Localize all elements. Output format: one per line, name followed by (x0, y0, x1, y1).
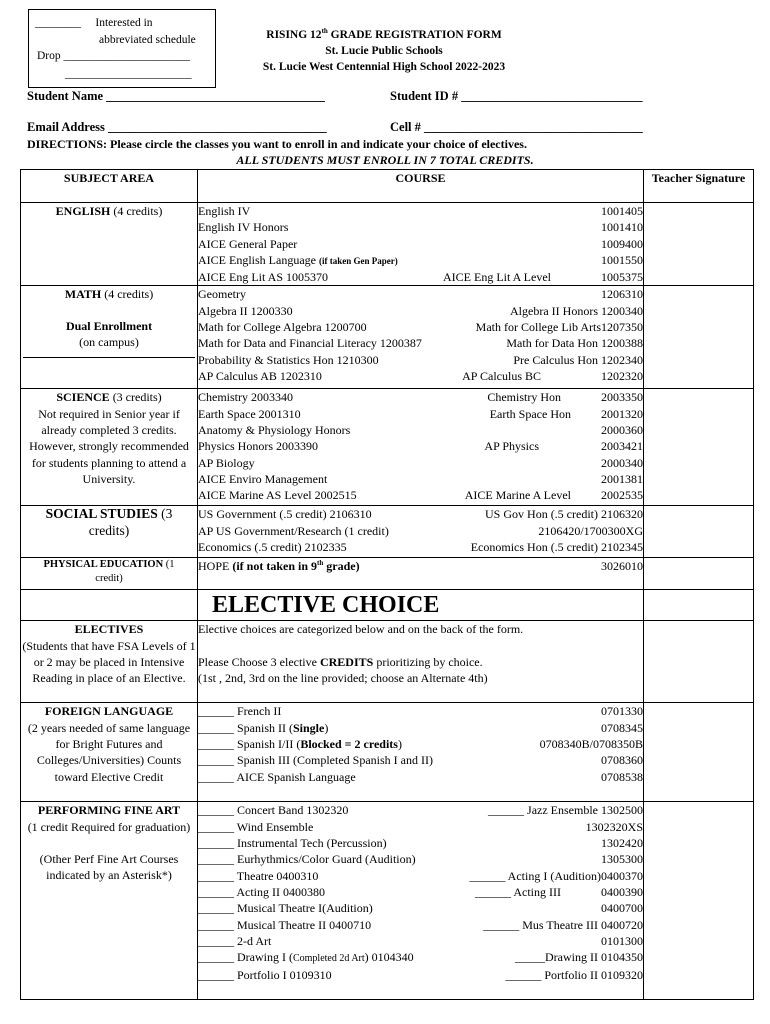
science-courses (198, 389, 644, 506)
fine-art-courses (198, 802, 644, 1000)
course-row[interactable]: ______ Concert Band 1302320 ______ Jazz Ensemble 1302500 (198, 803, 643, 818)
electives-subject: ELECTIVES (Students that have FSA Levels of 1 or 2 may be placed in Intensive Reading in place of an Elective. (21, 621, 198, 703)
math-subject: MATH (4 credits) Dual Enrollment (on campus) (21, 286, 198, 389)
course-row[interactable]: ______ French II 0701330 (198, 704, 643, 719)
student-id-field[interactable]: Student ID # _____________________________ (390, 89, 643, 103)
math-courses (198, 286, 644, 389)
math-signature[interactable] (644, 286, 754, 389)
course-row[interactable]: ______ Drawing I (Completed 2d Art) 0104340 _____Drawing II 0104350 (198, 950, 643, 965)
fine-art-subject: PERFORMING FINE ART (1 credit Required for graduation) (Other Perf Fine Art Courses indicated by an Asterisk*) (21, 802, 198, 1000)
course-row[interactable]: Anatomy & Physiology Honors 2000360 (198, 423, 643, 438)
credit-requirement: ALL STUDENTS MUST ENROLL IN 7 TOTAL CREDITS. (236, 153, 534, 167)
school-name: St. Lucie West Centennial High School 2022-2023 (262, 61, 506, 73)
drop-field[interactable]: Drop ______________________ (37, 50, 191, 62)
course-row[interactable]: ______ Portfolio I 0109310 ______ Portfolio II 0109320 (198, 968, 643, 983)
course-row[interactable]: ______ Spanish I/II (Blocked = 2 credits) 0708340B/0708350B (198, 737, 643, 752)
course-row[interactable]: AP Calculus AB 1202310 AP Calculus BC 1202320 (198, 368, 643, 383)
course-row[interactable]: Earth Space 2001310 Earth Space Hon 2001320 (198, 406, 643, 421)
pe-courses (198, 558, 644, 590)
course-row[interactable]: ______ Acting II 0400380 ______ Acting III 0400390 (198, 884, 643, 899)
course-row[interactable]: Math for College Algebra 1200700 Math for College Lib Arts1207350 (198, 320, 643, 335)
subject-header: SUBJECT AREA (21, 170, 198, 203)
course-row[interactable]: AICE Enviro Management 2001381 (198, 471, 643, 486)
course-row[interactable]: HOPE (if not taken in 9th grade) 3026010 (198, 559, 643, 574)
course-row[interactable]: Geometry 1206310 (198, 287, 643, 302)
abbreviated-schedule-label: abbreviated schedule (99, 34, 196, 46)
form-title: RISING 12th GRADE REGISTRATION FORM (266, 27, 502, 41)
course-row[interactable]: ______ 2-d Art 0101300 (198, 933, 643, 948)
course-row[interactable]: Economics (.5 credit) 2102335 Economics Hon (.5 credit) 2102345 (198, 540, 643, 555)
course-row[interactable]: Probability & Statistics Hon 1210300 Pre Calculus Hon 1202340 (198, 352, 643, 367)
course-row[interactable]: AP Biology 2000340 (198, 455, 643, 470)
teacher-signature-header: Teacher Signature (644, 170, 754, 203)
course-row[interactable]: English IV 1001405 (198, 204, 643, 218)
email-field[interactable]: Email Address ___________________________________ (27, 120, 327, 134)
cell-field[interactable]: Cell # ___________________________________ (390, 120, 643, 134)
electives-instructions: Elective choices are categorized below and on the back of the form. Please Choose 3 elective CREDITS prioritizing by choice. (1st , 2nd, 3rd on the line provided; choose an Alternate 4th) (198, 621, 644, 703)
directions: DIRECTIONS: Please circle the classes you want to enroll in and indicate your choice of electives. (27, 137, 527, 151)
course-row[interactable]: ______ Eurhythmics/Color Guard (Audition) 1305300 (198, 852, 643, 867)
course-row[interactable]: Math for Data and Financial Literacy 1200387 Math for Data Hon 1200388 (198, 336, 643, 351)
elective-choice-title: ELECTIVE CHOICE (198, 590, 644, 621)
course-row[interactable]: ______ AICE Spanish Language 0708538 (198, 769, 643, 784)
course-row[interactable]: ______ Instrumental Tech (Percussion) 1302420 (198, 836, 643, 851)
interest-line[interactable]: ________ Interested in (35, 17, 153, 29)
social-studies-signature[interactable] (644, 506, 754, 558)
elective-title-spacer (21, 590, 198, 621)
course-row[interactable]: ______ Theatre 0400310 ______ Acting I (Audition)0400370 (198, 868, 643, 883)
foreign-language-signature[interactable] (644, 703, 754, 802)
drop-field-line2[interactable]: ______________________ (65, 68, 192, 80)
registration-table (20, 169, 754, 1000)
foreign-language-courses (198, 703, 644, 802)
course-row[interactable]: AP US Government/Research (1 credit) 2106420/1700300XG (198, 523, 643, 538)
course-row[interactable]: AICE General Paper 1009400 (198, 236, 643, 251)
science-signature[interactable] (644, 389, 754, 506)
english-signature[interactable] (644, 203, 754, 286)
course-header: COURSE (198, 170, 644, 203)
course-row[interactable]: ______ Musical Theatre II 0400710 ______ Mus Theatre III 0400720 (198, 917, 643, 932)
pe-subject: PHYSICAL EDUCATION (1 credit) (21, 558, 198, 590)
course-row[interactable]: ______ Spanish III (Completed Spanish I and II) 0708360 (198, 753, 643, 768)
district-name: St. Lucie Public Schools (325, 45, 443, 57)
elective-title-signature (644, 590, 754, 621)
fine-art-signature[interactable] (644, 802, 754, 1000)
social-studies-courses (198, 506, 644, 558)
foreign-language-subject: FOREIGN LANGUAGE (2 years needed of same language for Bright Futures and Colleges/Universities) Counts toward Elective Credit (21, 703, 198, 802)
course-row[interactable]: AICE Marine AS Level 2002515 AICE Marine A Level 2002535 (198, 488, 643, 503)
course-row[interactable]: Algebra II 1200330 Algebra II Honors 1200340 (198, 303, 643, 318)
social-studies-subject: SOCIAL STUDIES (3 credits) (21, 506, 198, 558)
course-row[interactable]: ______ Spanish II (Single) 0708345 (198, 720, 643, 735)
english-subject: ENGLISH (4 credits) (21, 203, 198, 286)
electives-signature[interactable] (644, 621, 754, 703)
course-row[interactable]: Physics Honors 2003390 AP Physics 2003421 (198, 439, 643, 454)
course-row[interactable]: Chemistry 2003340 Chemistry Hon 2003350 (198, 390, 643, 405)
science-subject: SCIENCE (3 credits) Not required in Senior year if already completed 3 credits. However, strongly recommended for students planning to attend a University. (21, 389, 198, 506)
pe-signature[interactable] (644, 558, 754, 590)
course-row[interactable]: AICE Eng Lit AS 1005370 AICE Eng Lit A Level 1005375 (198, 270, 643, 285)
course-row[interactable]: ______ Wind Ensemble 1302320XS (198, 819, 643, 834)
course-row[interactable]: English IV Honors 1001410 (198, 220, 643, 235)
abbreviated-schedule-box (28, 9, 216, 88)
student-name-field[interactable]: Student Name ___________________________________ (27, 89, 325, 103)
course-row[interactable]: AICE English Language (if taken Gen Paper) 1001550 (198, 252, 643, 267)
english-courses (198, 203, 644, 286)
course-row[interactable]: ______ Musical Theatre I(Audition) 0400700 (198, 901, 643, 916)
course-row[interactable]: US Government (.5 credit) 2106310 US Gov Hon (.5 credit) 2106320 (198, 507, 643, 522)
